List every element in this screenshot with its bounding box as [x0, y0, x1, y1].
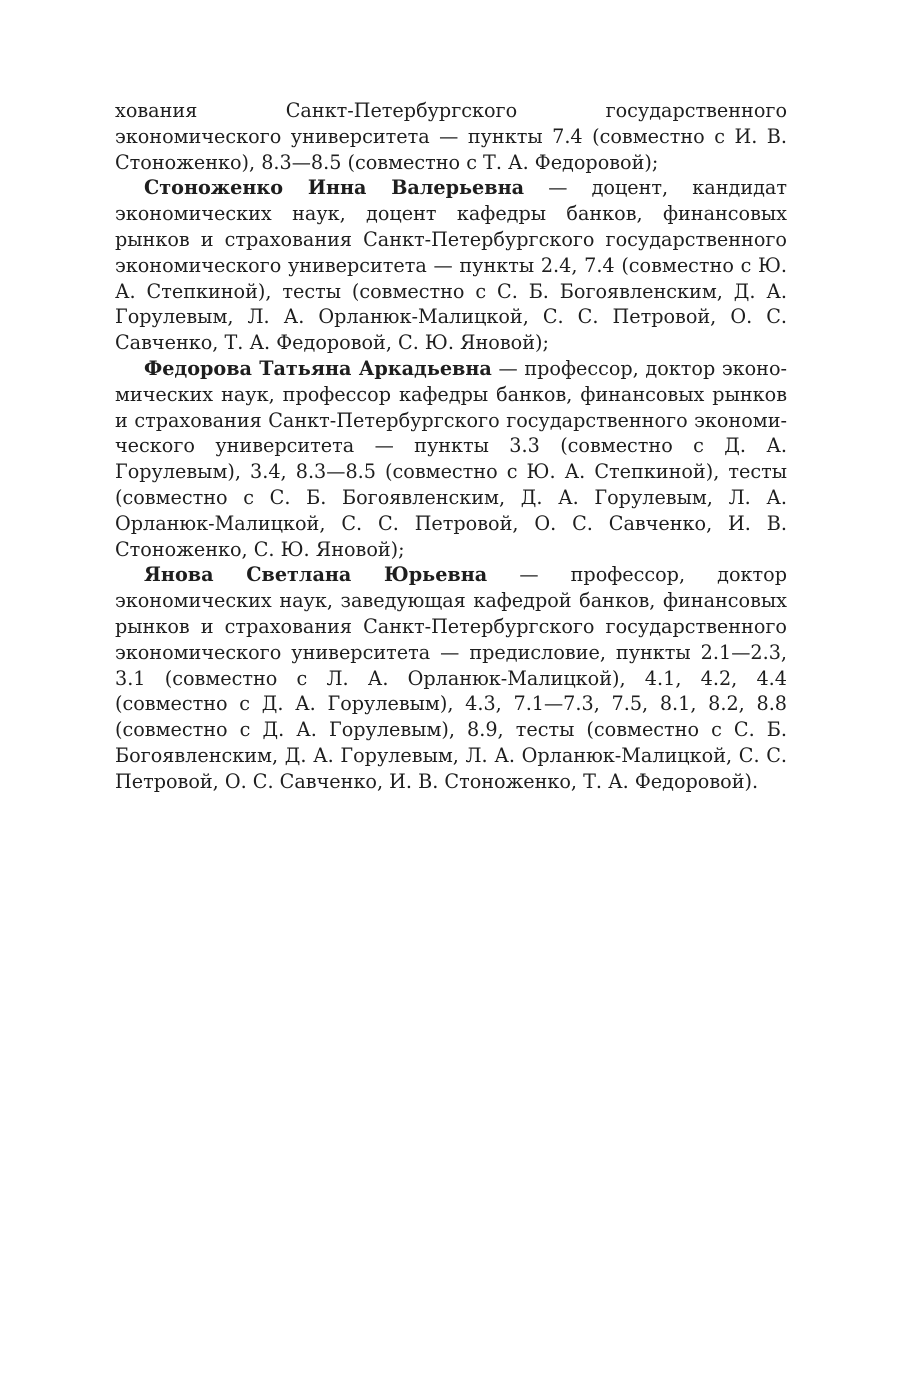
paragraph-text: — доцент, кандидат экономических наук, доцент кафедры банков, финансовых рынков и страхования Санкт-Петербургского государственного экономического университета — пункты 2.4, 7.4 (совместно с Ю. А. Степкиной), тесты (совместно с С. Б. Богоявленским, Д. А. Горулевым, Л. А. Орланюк-Малицкой, С. С. Петровой, О. С. Савченко, Т. А. Федоровой, С. Ю. Яновой);: [115, 176, 787, 355]
paragraph-author-yanova: [115, 562, 787, 794]
paragraph-author-fedorova: [115, 356, 787, 562]
author-name: Янова Светлана Юрьевна: [144, 563, 488, 587]
author-name: Стоноженко Инна Валерьевна: [144, 176, 525, 200]
paragraph-text: — профессор, доктор экономических наук, профессор кафедры банков, финансовых рынков и страхования Санкт-Петербургского государственного экономического университета — пункты 3.3 (совместно с Д. А. Горулевым), 3.4, 8.3—8.5 (совместно с Ю. А. Степкиной), тесты (совместно с С. Б. Богоявленским, Д. А. Горулевым, Л. А. Орланюк-Малицкой, С. С. Петровой, О. С. Савченко, И. В. Стоноженко, С. Ю. Яновой);: [115, 356, 787, 561]
paragraph-author-stonozhenko: [115, 175, 787, 356]
paragraph-text: — профессор, доктор экономических наук, заведующая кафедрой банков, финансовых рынков и страхования Санкт-Петербургского государственного экономического университета — предисловие, пункты 2.1—2.3, 3.1 (совместно с Л. А. Орланюк-Малицкой), 4.1, 4.2, 4.4 (совместно с Д. А. Горулевым), 4.3, 7.1—7.3, 7.5, 8.1, 8.2, 8.8 (совместно с Д. А. Горулевым), 8.9, тесты (совместно с С. Б. Богоявленским, Д. А. Горулевым, Л. А. Орланюк-Малицкой, С. С. Петровой, О. С. Савченко, И. В. Стоноженко, Т. А. Федоровой).: [115, 563, 787, 793]
author-name: Федорова Татьяна Аркадьевна: [144, 356, 492, 380]
paragraph-continuation: [115, 98, 787, 175]
document-page: [115, 98, 787, 795]
paragraph-text: хования Санкт-Петербургского государственного экономического университета — пункты 7.4 (совместно с И. В. Стоноженко), 8.3—8.5 (совместно с Т. А. Федоровой);: [115, 99, 787, 174]
